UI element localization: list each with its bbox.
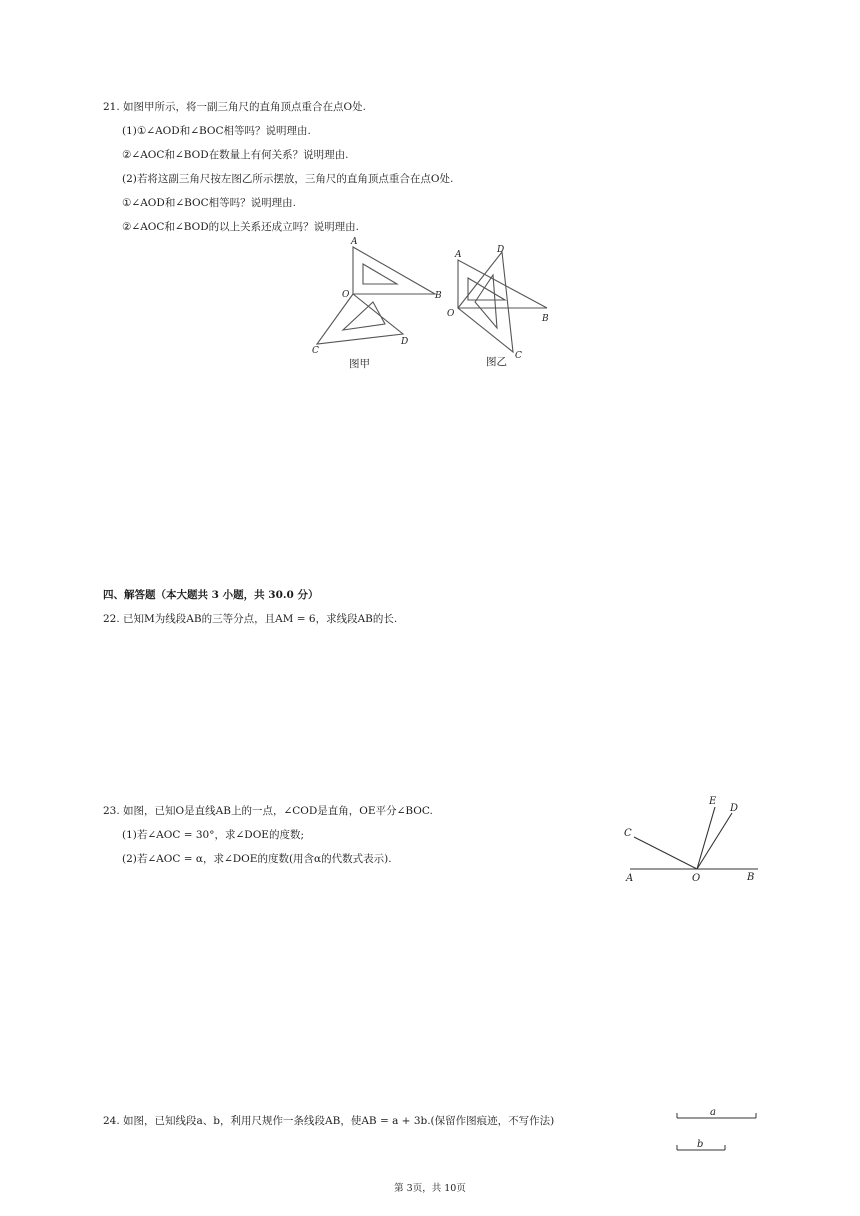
q21-stem: 21. 如图甲所示，将一副三角尺的直角顶点重合在点O处.: [103, 101, 366, 113]
figure-yi-caption: 图乙: [486, 356, 507, 368]
q23-label-d: D: [730, 803, 739, 814]
section-heading: 四、解答题（本大题共 3 小题，共 30.0 分）: [103, 589, 319, 601]
q23-label-c: C: [624, 828, 632, 839]
q21-part1b: ②∠AOC和∠BOD在数量上有何关系？说明理由.: [122, 149, 349, 161]
page-footer: 第 3页，共 10页: [394, 1183, 466, 1194]
q24-stem: 24. 如图，已知线段a、b，利用尺规作一条线段AB，使AB = a + 3b.(保留作图痕迹，不写作法): [103, 1115, 555, 1127]
fig-yi-label-d: D: [497, 245, 505, 255]
fig-yi-label-a: A: [455, 250, 462, 260]
q23-part2: (2)若∠AOC = α，求∠DOE的度数(用含α的代数式表示).: [122, 853, 392, 865]
fig-jia-label-a: A: [351, 237, 358, 247]
q21-part2a: ①∠AOD和∠BOC相等吗？说明理由.: [122, 197, 297, 209]
q24-label-b: b: [697, 1139, 704, 1150]
q23-label-o: O: [692, 873, 701, 884]
fig-jia-label-c: C: [312, 346, 319, 356]
q23-label-a: A: [626, 873, 634, 884]
figure-yi: [445, 240, 565, 365]
q22-stem: 22. 已知M为线段AB的三等分点，且AM = 6，求线段AB的长.: [103, 613, 398, 625]
fig-jia-label-d: D: [401, 337, 409, 347]
q21-part1a: (1)①∠AOD和∠BOC相等吗？说明理由.: [122, 125, 311, 137]
q23-part1: (1)若∠AOC = 30°，求∠DOE的度数;: [122, 829, 305, 841]
q23-stem: 23. 如图，已知O是直线AB上的一点，∠COD是直角，OE平分∠BOC.: [103, 805, 433, 817]
fig-jia-label-b: B: [435, 291, 442, 301]
q23-label-e: E: [709, 796, 717, 807]
fig-yi-label-c: C: [515, 351, 522, 361]
figure-jia: [305, 232, 455, 372]
fig-yi-label-b: B: [542, 314, 549, 324]
q21-part2: (2)若将这副三角尺按左图乙所示摆放，三角尺的直角顶点重合在点O处.: [122, 173, 454, 185]
q23-label-b: B: [747, 872, 755, 883]
fig-jia-label-o: O: [342, 290, 350, 300]
q24-label-a: a: [710, 1107, 716, 1118]
q21-part2b: ②∠AOC和∠BOD的以上关系还成立吗？说明理由.: [122, 221, 360, 233]
fig-yi-label-o: O: [447, 309, 455, 319]
figure-q24: [670, 1104, 765, 1154]
figure-q23: [620, 790, 765, 885]
figure-jia-caption: 图甲: [349, 358, 370, 370]
